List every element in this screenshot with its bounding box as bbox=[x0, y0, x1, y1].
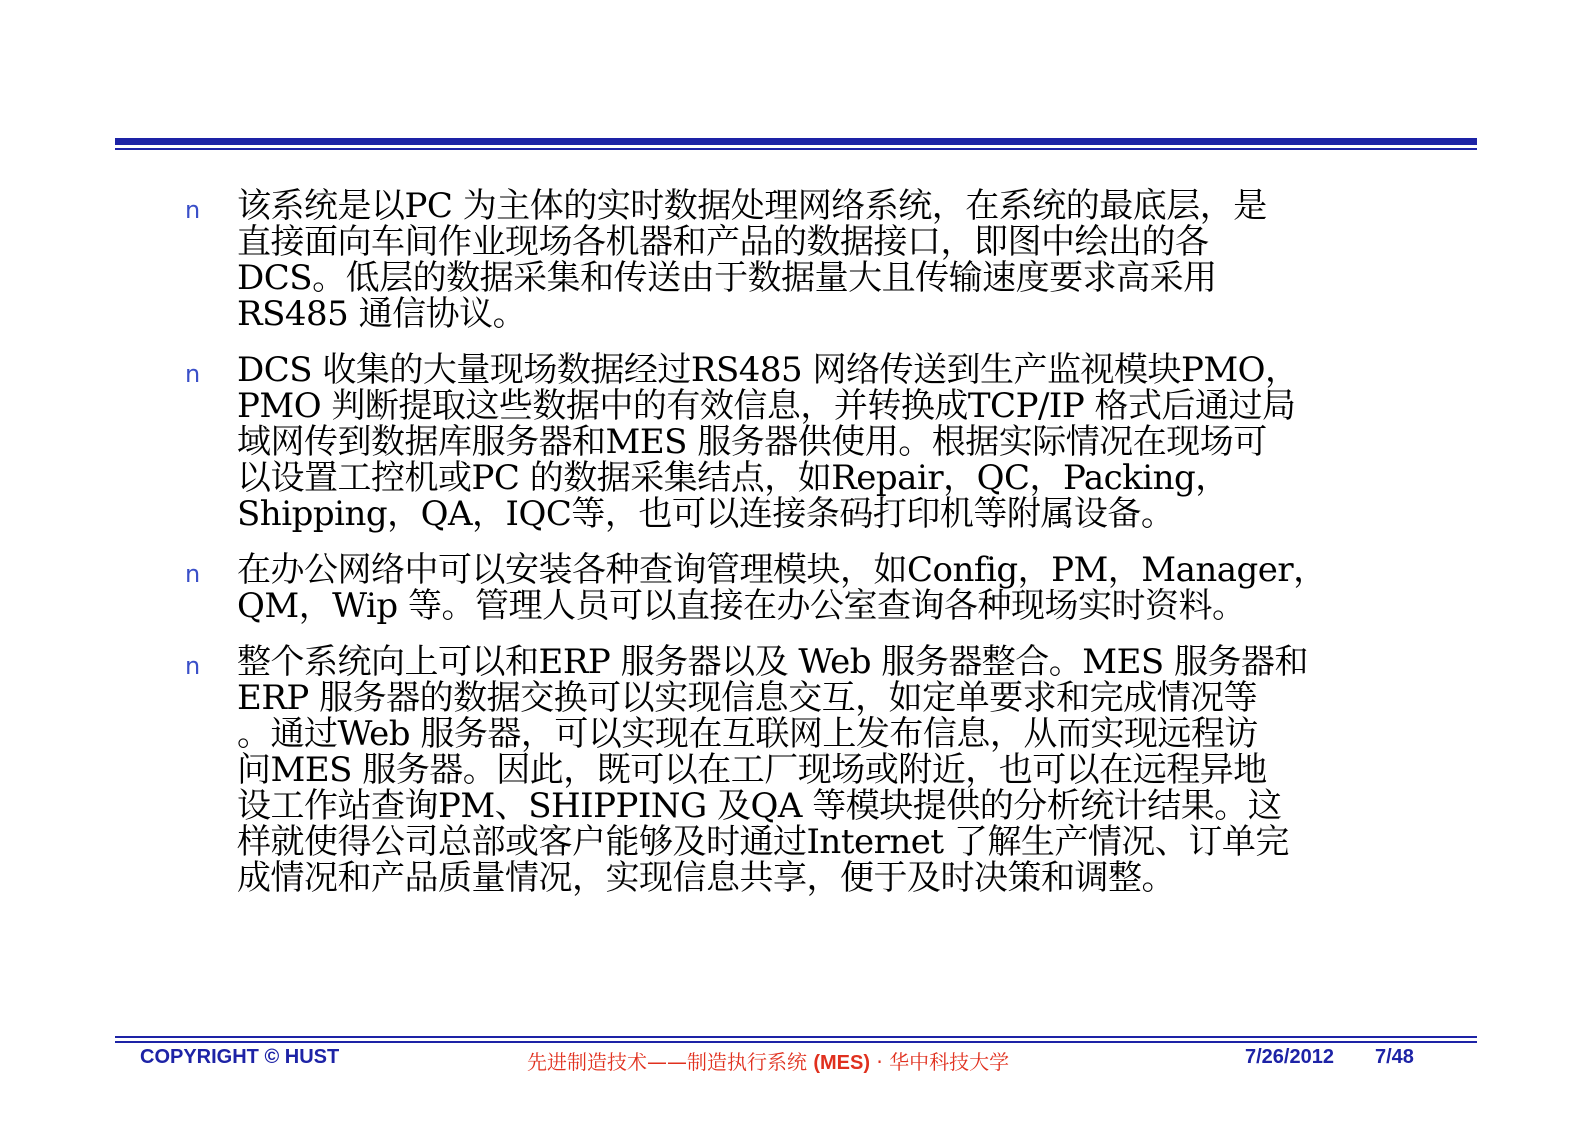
bullet-text bbox=[237, 188, 1410, 332]
footer-date: 7/26/2012 bbox=[1245, 1046, 1334, 1068]
text-line: ERP 服务器的数据交换可以实现信息交互，如定单要求和完成情况等 bbox=[237, 678, 1258, 718]
course-title bbox=[527, 1046, 1009, 1075]
text-line: 样就使得公司总部或客户能够及时通过Internet 了解生产情况、订单完 bbox=[237, 822, 1289, 862]
footer-rule-upper bbox=[115, 1036, 1477, 1038]
bullet-text bbox=[237, 552, 1410, 624]
bullet-text bbox=[237, 352, 1410, 532]
text-line: 直接面向车间作业现场各机器和产品的数据接口，即图中绘出的各 bbox=[237, 222, 1209, 262]
text-line: 问MES 服务器。因此，既可以在工厂现场或附近，也可以在远程异地 bbox=[237, 750, 1267, 790]
text-line: 。通过Web 服务器，可以实现在互联网上发布信息，从而实现远程访 bbox=[237, 714, 1258, 754]
text-line: 以设置工控机或PC 的数据采集结点，如Repair，QC，Packing， bbox=[237, 458, 1229, 498]
bullet-item-3 bbox=[185, 552, 1410, 624]
text-line: PMO 判断提取这些数据中的有效信息，并转换成TCP/IP 格式后通过局 bbox=[237, 386, 1296, 426]
text-line: DCS 收集的大量现场数据经过RS485 网络传送到生产监视模块PMO， bbox=[237, 350, 1299, 390]
bullet-marker-icon: n bbox=[185, 196, 201, 224]
course-title-suffix: · 华中科技大学 bbox=[870, 1050, 1010, 1074]
bullet-marker-icon: n bbox=[185, 652, 201, 680]
bullet-marker-icon: n bbox=[185, 560, 201, 588]
bullet-item-4 bbox=[185, 644, 1410, 896]
page-number: 7/48 bbox=[1375, 1046, 1414, 1068]
copyright-text: COPYRIGHT © HUST bbox=[140, 1046, 340, 1068]
text-line: 成情况和产品质量情况，实现信息共享，便于及时决策和调整。 bbox=[237, 858, 1175, 898]
slide-body bbox=[185, 188, 1410, 916]
text-line: 域网传到数据库服务器和MES 服务器供使用。根据实际情况在现场可 bbox=[237, 422, 1267, 462]
text-line: Shipping，QA，IQC等，也可以连接条码打印机等附属设备。 bbox=[237, 494, 1175, 534]
footer bbox=[0, 1046, 1587, 1076]
text-line: 设工作站查询PM、SHIPPING 及QA 等模块提供的分析统计结果。这 bbox=[237, 786, 1282, 826]
course-title-mes: (MES) bbox=[813, 1052, 871, 1074]
bullet-marker-icon: n bbox=[185, 360, 201, 388]
bullet-item-2 bbox=[185, 352, 1410, 532]
footer-rule-lower bbox=[115, 1041, 1477, 1043]
text-line: DCS。低层的数据采集和传送由于数据量大且传输速度要求高采用 bbox=[237, 258, 1217, 298]
bullet-text bbox=[237, 644, 1410, 896]
text-line: 该系统是以PC 为主体的实时数据处理网络系统，在系统的最底层，是 bbox=[237, 186, 1267, 226]
text-line: 整个系统向上可以和ERP 服务器以及 Web 服务器整合。MES 服务器和 bbox=[237, 642, 1309, 682]
bullet-item-1 bbox=[185, 188, 1410, 332]
text-line: 在办公网络中可以安装各种查询管理模块，如Config，PM，Manager， bbox=[237, 550, 1327, 590]
title-rule-thin bbox=[115, 148, 1477, 150]
text-line: RS485 通信协议。 bbox=[237, 294, 527, 334]
title-rule-thick bbox=[115, 138, 1477, 145]
text-line: QM，Wip 等。管理人员可以直接在办公室查询各种现场实时资料。 bbox=[237, 586, 1246, 626]
course-title-prefix: 先进制造技术——制造执行系统 bbox=[527, 1050, 814, 1074]
